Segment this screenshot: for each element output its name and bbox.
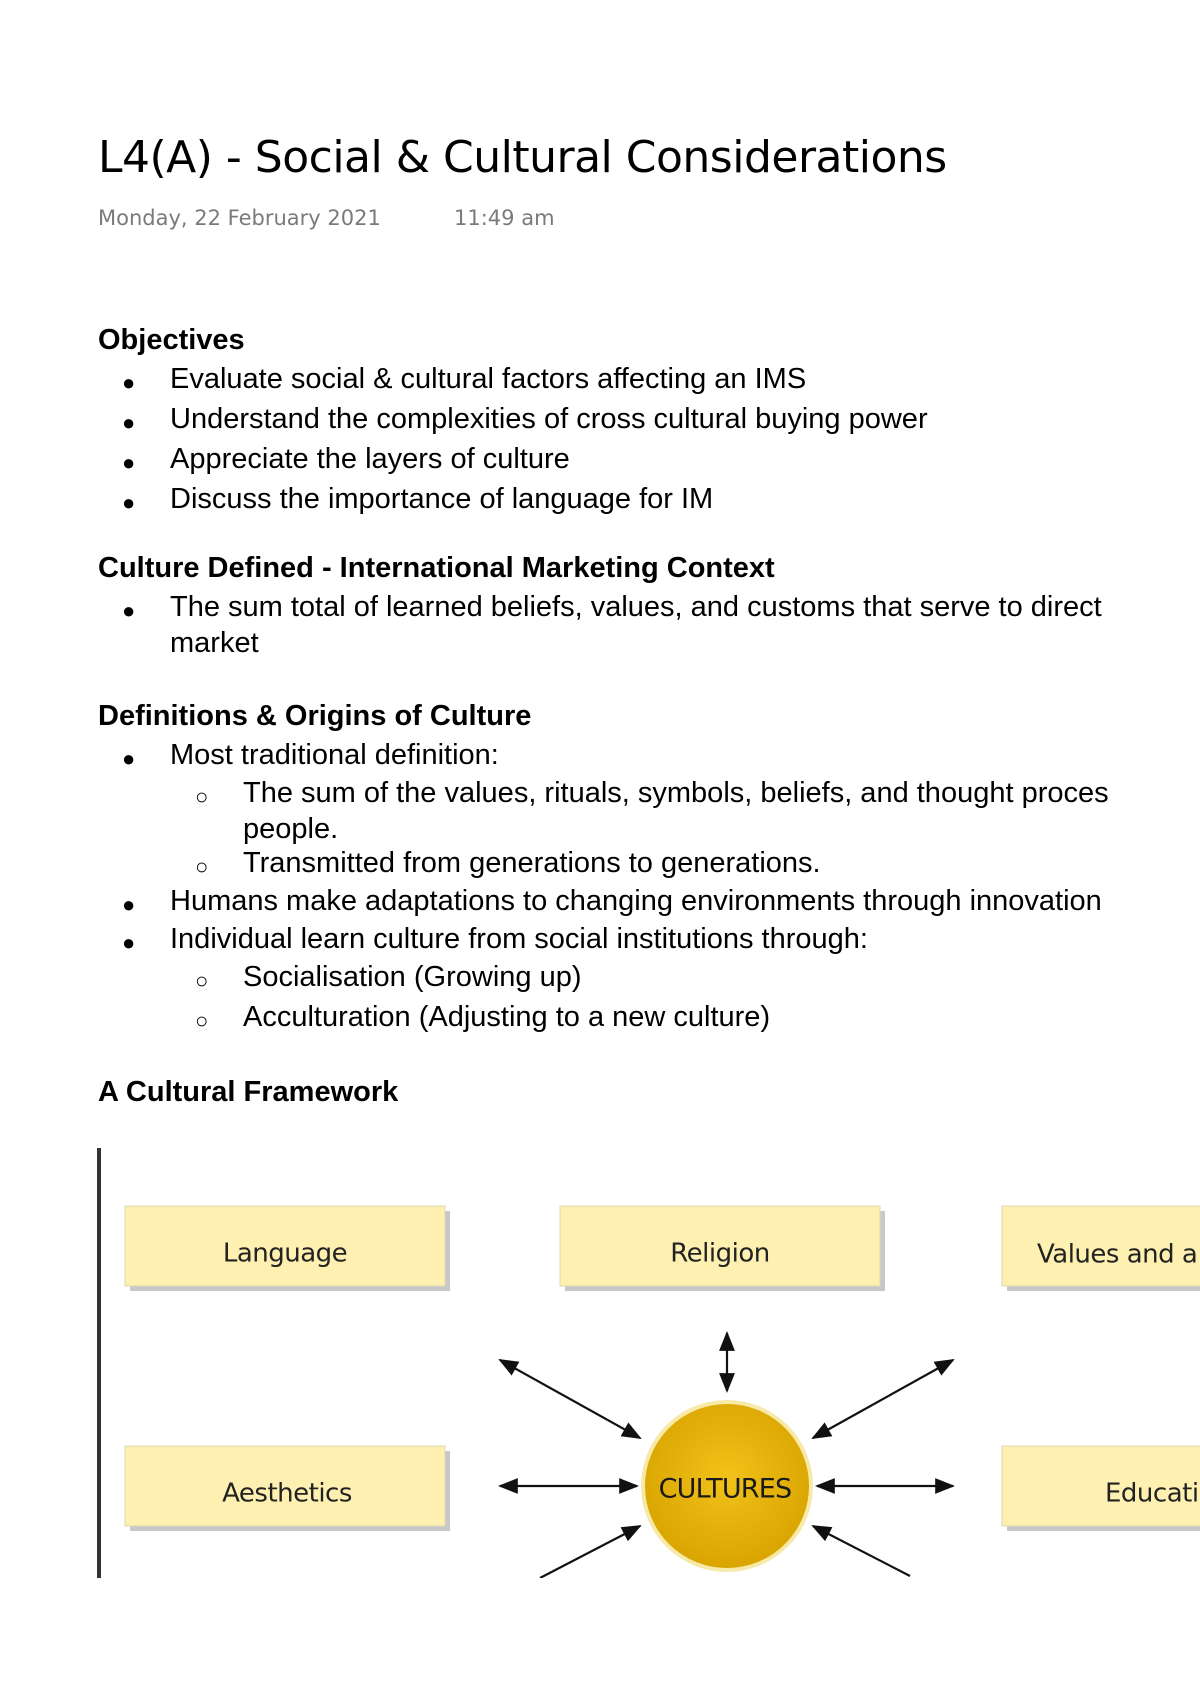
arrow-lower-left <box>540 1526 640 1578</box>
definitions-item: Humans make adaptations to changing environments through innovation <box>170 885 1102 917</box>
page-time: 11:49 am <box>454 206 555 230</box>
page-date: Monday, 22 February 2021 <box>98 206 381 230</box>
religion-box <box>560 1206 885 1291</box>
circle-bullet-icon: ○ <box>195 854 209 879</box>
framework-heading: A Cultural Framework <box>98 1076 399 1108</box>
objective-item: Appreciate the layers of culture <box>170 443 570 475</box>
definitions-subitem: Transmitted from generations to generations. <box>243 847 821 879</box>
religion-label: Religion <box>670 1238 770 1269</box>
arrow-values <box>813 1360 953 1438</box>
circle-bullet-icon: ○ <box>195 784 209 809</box>
definitions-subitem: Socialisation (Growing up) <box>243 961 582 993</box>
values-label: Values and a <box>1037 1239 1198 1270</box>
objectives-heading: Objectives <box>98 324 245 356</box>
cultural-framework-diagram <box>95 1148 1200 1578</box>
definitions-subitem: Acculturation (Adjusting to a new culture) <box>243 1001 771 1033</box>
definitions-item: Most traditional definition: <box>170 739 499 771</box>
bullet-icon: ● <box>122 490 136 515</box>
culture-defined-item-line1: The sum total of learned beliefs, values, and customs that serve to direct <box>170 591 1102 623</box>
values-box <box>1002 1206 1200 1291</box>
bullet-icon: ● <box>122 370 136 395</box>
bullet-icon: ● <box>122 598 136 623</box>
bullet-icon: ● <box>122 892 136 917</box>
bullet-icon: ● <box>122 410 136 435</box>
definitions-subitem-line1: The sum of the values, rituals, symbols, beliefs, and thought proces <box>243 777 1109 809</box>
objective-item: Discuss the importance of language for IM <box>170 483 714 515</box>
arrow-language <box>500 1360 640 1438</box>
objective-item: Evaluate social & cultural factors affecting an IMS <box>170 363 807 395</box>
language-box <box>125 1206 450 1291</box>
arrow-lower-right <box>813 1526 910 1576</box>
definitions-heading: Definitions & Origins of Culture <box>98 700 532 732</box>
language-label: Language <box>222 1238 348 1269</box>
aesthetics-label: Aesthetics <box>222 1478 352 1509</box>
definitions-subitem-line2: people. <box>243 813 339 845</box>
bullet-icon: ● <box>122 930 136 955</box>
cultures-label: CULTURES <box>658 1473 792 1505</box>
aesthetics-box <box>125 1446 450 1531</box>
culture-defined-item-line2: market <box>170 627 259 659</box>
education-box <box>1002 1446 1200 1531</box>
objective-item: Understand the complexities of cross cultural buying power <box>170 403 928 435</box>
definitions-item: Individual learn culture from social institutions through: <box>170 923 868 955</box>
cultures-circle <box>643 1402 811 1570</box>
education-label: Educati <box>1105 1478 1199 1509</box>
circle-bullet-icon: ○ <box>195 1008 209 1033</box>
page-title: L4(A) - Social & Cultural Considerations <box>98 132 947 183</box>
circle-bullet-icon: ○ <box>195 968 209 993</box>
bullet-icon: ● <box>122 450 136 475</box>
culture-defined-heading: Culture Defined - International Marketing Context <box>98 552 775 584</box>
bullet-icon: ● <box>122 746 136 771</box>
